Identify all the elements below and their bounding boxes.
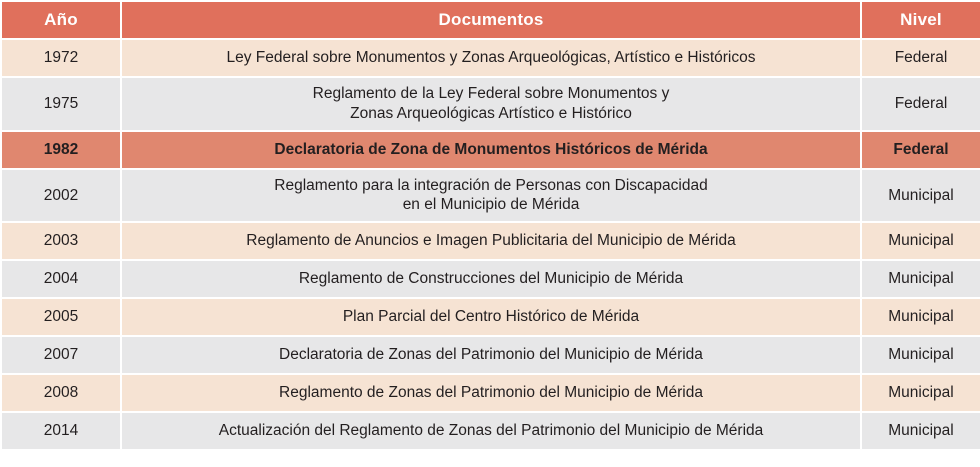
table-header-row <box>1 1 980 39</box>
table-row <box>1 260 980 298</box>
table-body <box>1 39 980 450</box>
column-header-documents: Documentos <box>121 1 861 39</box>
table-row <box>1 39 980 77</box>
table-row <box>1 169 980 223</box>
document-line: Ley Federal sobre Monumentos y Zonas Arqueológicas, Artístico e Históricos <box>226 49 756 67</box>
document-line: Zonas Arqueológicas Artístico e Histórico <box>350 104 632 122</box>
cell-document <box>121 412 861 450</box>
column-header-year: Año <box>1 1 121 39</box>
cell-year: 2007 <box>1 336 121 374</box>
cell-year: 2008 <box>1 374 121 412</box>
cell-document <box>121 298 861 336</box>
document-line: Reglamento de la Ley Federal sobre Monumentos y <box>312 85 670 102</box>
cell-level: Federal <box>861 131 980 169</box>
document-line: Reglamento de Zonas del Patrimonio del Municipio de Mérida <box>279 384 703 402</box>
cell-document <box>121 131 861 169</box>
table-row <box>1 374 980 412</box>
cell-level: Municipal <box>861 336 980 374</box>
table-header <box>1 1 980 39</box>
cell-year: 1972 <box>1 39 121 77</box>
document-line: Declaratoria de Zonas del Patrimonio del Municipio de Mérida <box>279 346 703 364</box>
table-row <box>1 77 980 131</box>
cell-year: 2004 <box>1 260 121 298</box>
cell-year: 2005 <box>1 298 121 336</box>
table-row <box>1 412 980 450</box>
cell-year: 1975 <box>1 77 121 131</box>
cell-document <box>121 169 861 223</box>
cell-level: Municipal <box>861 298 980 336</box>
table-row <box>1 222 980 260</box>
document-line: Actualización del Reglamento de Zonas del Patrimonio del Municipio de Mérida <box>218 422 764 440</box>
cell-document <box>121 260 861 298</box>
document-line: Reglamento de Anuncios e Imagen Publicitaria del Municipio de Mérida <box>246 232 736 250</box>
cell-document <box>121 336 861 374</box>
column-header-level: Nivel <box>861 1 980 39</box>
cell-document <box>121 374 861 412</box>
cell-level: Federal <box>861 77 980 131</box>
cell-document <box>121 222 861 260</box>
cell-level: Municipal <box>861 412 980 450</box>
document-line: Plan Parcial del Centro Histórico de Mérida <box>342 308 640 326</box>
cell-year: 2002 <box>1 169 121 223</box>
cell-level: Municipal <box>861 374 980 412</box>
cell-level: Municipal <box>861 222 980 260</box>
cell-document <box>121 77 861 131</box>
cell-level: Municipal <box>861 260 980 298</box>
table-row <box>1 336 980 374</box>
cell-year: 2014 <box>1 412 121 450</box>
table-row <box>1 298 980 336</box>
cell-year: 2003 <box>1 222 121 260</box>
table-row <box>1 131 980 169</box>
cell-level: Federal <box>861 39 980 77</box>
document-line: Reglamento para la integración de Personas con Discapacidad <box>274 176 708 194</box>
document-line: Reglamento de Construcciones del Municipio de Mérida <box>298 270 684 288</box>
document-line: Declaratoria de Zona de Monumentos Históricos de Mérida <box>274 140 708 158</box>
cell-document <box>121 39 861 77</box>
cell-level: Municipal <box>861 169 980 223</box>
document-line: en el Municipio de Mérida <box>402 196 580 214</box>
cell-year: 1982 <box>1 131 121 169</box>
